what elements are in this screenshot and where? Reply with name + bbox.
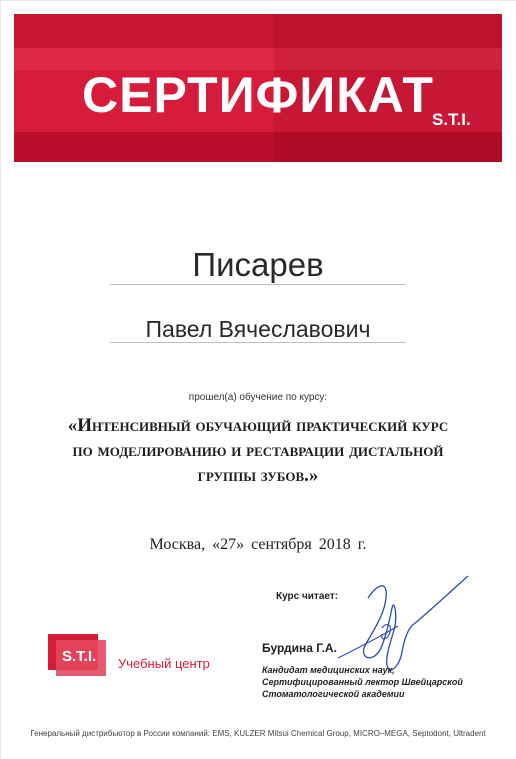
banner-logo-text: S.T.I. <box>432 110 471 129</box>
surname-underline <box>110 284 406 285</box>
certificate-title: СЕРТИФИКАТ <box>82 67 434 123</box>
recipient-given-names: Павел Вячеславович <box>145 316 371 342</box>
training-center-logo-text: S.T.I. <box>62 648 97 665</box>
lecturer-heading: Курс читает: <box>276 591 339 602</box>
given-names-underline <box>110 342 406 343</box>
course-title-line: группы зубов.» <box>197 465 319 486</box>
course-intro: прошел(а) обучение по курсу: <box>188 392 328 403</box>
course-title <box>16 413 500 488</box>
certificate-banner <box>14 14 502 162</box>
lecturer-credentials <box>262 664 502 700</box>
place-and-date: Москва, «27» сентября 2018 г. <box>149 536 367 553</box>
banner-logo <box>432 110 471 130</box>
course-title-line: по моделированию и реставрации дистальной <box>72 440 444 461</box>
lecturer-credentials-line: Кандидат медицинских наук, <box>262 665 395 675</box>
lecturer-credentials-line: Стоматологической академии <box>262 689 405 699</box>
distributor-footer: Генеральный дистрибьютор в России компаний: EMS, KULZER Mitsui Chemical Group, MICRO–MEGA, Septodont, Ultradent <box>30 729 486 738</box>
lecturer-name: Бурдина Г.А. <box>262 641 337 655</box>
lecturer-signature <box>328 568 478 676</box>
lecturer-credentials-line: Сертифицированный лектор Швейцарской <box>262 677 463 687</box>
course-title-line: «Интенсивный обучающий практический курс <box>67 415 449 436</box>
training-center-logo <box>48 634 108 676</box>
recipient-surname: Писарев <box>192 246 324 283</box>
training-center-label: Учебный центр <box>118 656 210 671</box>
